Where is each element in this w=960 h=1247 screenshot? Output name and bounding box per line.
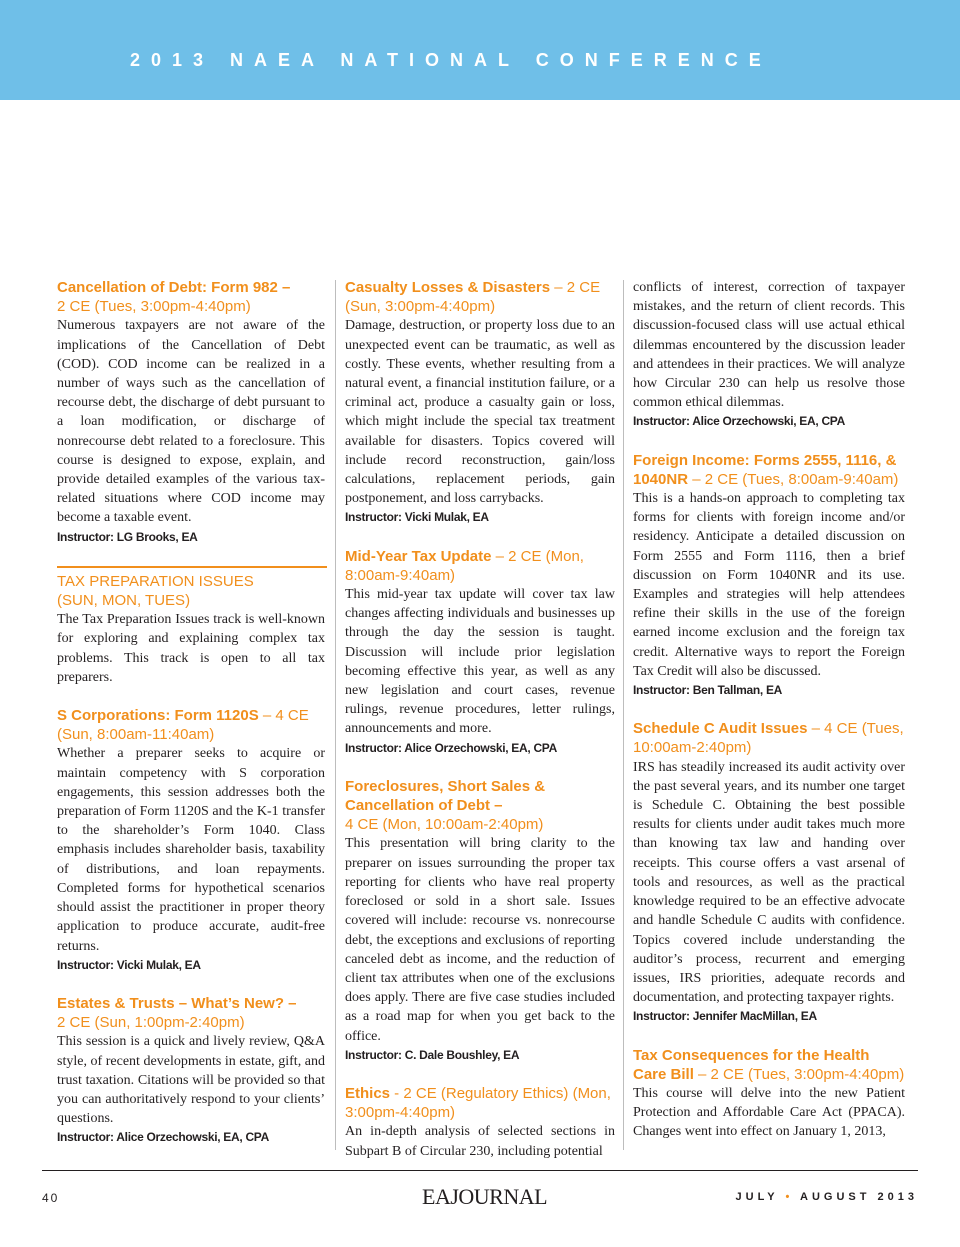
column-divider [623,280,624,1150]
course-title: Tax Consequences for the Health Care Bill [633,1046,870,1083]
course-heading [57,278,325,316]
course-cancellation-of-debt [57,278,325,547]
course-details: – 4 CE (Tues, 10:00am-2:40pm) [633,720,904,757]
issue-month-year: AUGUST 2013 [800,1191,918,1203]
course-details: 4 CE (Mon, 10:00am-2:40pm) [345,816,544,834]
course-instructor: Instructor: Jennifer MacMillan, EA [633,1009,817,1024]
bullet-separator: • [785,1191,794,1203]
course-title: Estates & Trusts – What’s New? – [57,994,297,1012]
course-s-corporations [57,706,325,975]
course-description: This mid-year tax update will cover tax law changes affecting individuals and businesses up through the day the session is taught. Discussion will include prior legislation becoming effective this year, as well as any new legislation and court cases, revenue rulings, revenue procedures, letter rulings, announcements and more. [345,587,615,737]
header-banner [0,0,960,100]
course-details: – 2 CE (Sun, 3:00pm-4:40pm) [345,279,601,316]
course-ethics [345,1084,615,1161]
course-title: Mid-Year Tax Update [345,547,492,565]
course-heading [345,1084,615,1122]
course-title: Cancellation of Debt: Form 982 – [57,279,291,296]
course-details: – 2 CE (Tues, 3:00pm-4:40pm) [693,1065,905,1083]
course-details: – 2 CE (Tues, 8:00am-9:40am) [688,470,899,488]
course-foreclosures [345,777,615,1065]
course-description: This presentation will bring clarity to the preparer on issues surrounding the proper tax reporting for clients who have real property foreclosed or sold in a short sale. Issues covered will include: recourse vs. nonrecourse debt, the exceptions and exclusions of reporting canceled debt as income, and the reduction of client tax attributes when one of the exclusions does apply. There are five case studies included as a road map for when you get back to the office. [345,836,615,1044]
course-heading [633,1046,905,1084]
course-instructor: Instructor: Ben Tallman, EA [633,683,783,698]
track-title: TAX PREPARATION ISSUES [57,572,254,590]
course-title: Foreign Income: Forms 2555, 1116, & 1040NR [633,451,897,488]
course-instructor: Instructor: Alice Orzechowski, EA, CPA [57,1130,269,1145]
column-1 [57,278,325,1148]
course-description: This course will delve into the new Patient Protection and Affordable Care Act (PPACA). Changes went into effect on January 1, 2013, [633,1085,905,1140]
course-heading [633,719,905,757]
issue-date [736,1191,918,1203]
journal-logo: EAJOURNAL [422,1184,548,1209]
course-title: Foreclosures, Short Sales & Cancellation of Debt – [345,777,546,815]
course-title: Casualty Losses & Disasters [345,279,551,296]
course-instructor: Instructor: Alice Orzechowski, EA, CPA [345,740,557,755]
course-ethics-continued [633,278,905,432]
course-description: This session is a quick and lively review, Q&A style, of recent developments in estate, gift, and trust taxation. Citations will be provided so that you can authoritatively respond to your clients’ questions. [57,1034,325,1127]
course-casualty-losses [345,278,615,528]
course-description: conflicts of interest, correction of taxpayer mistakes, and the return of client records. This discussion-focused class will use actual ethical dilemmas encountered by the discussion leader and attendees in their practices. We will analyze how Circular 230 can help us resolve those common ethical dilemmas. [633,280,905,411]
course-details: – 4 CE (Sun, 8:00am-11:40am) [57,707,309,744]
course-instructor: Instructor: C. Dale Boushley, EA [345,1047,520,1062]
issue-month: JULY [735,1191,779,1203]
course-mid-year-update [345,547,615,758]
track-description: The Tax Preparation Issues track is well-known for exploring and explaining complex tax problems. This track is open to all tax preparers. [57,612,325,685]
track-tax-preparation-issues [57,566,325,687]
track-days: (SUN, MON, TUES) [57,592,191,610]
column-divider [335,280,336,1150]
course-description: This is a hands-on approach to completing tax forms for clients with foreign income and/or residency. Anticipate a detailed discussion on Form 2555 and Form 1116, then a brief discussion on Form 1040NR and its use. Examples and strategies will help attendees refine their skills in the use of the foreign earned income exclusion and the foreign tax credit. Alternative ways to report the Foreign Tax Credit will also be discussed. [633,491,905,679]
course-description: An in-depth analysis of selected sections in Subpart B of Circular 230, including potential [345,1124,615,1159]
course-description: Whether a preparer seeks to acquire or maintain competency with S corporation engagements, this session addresses both the preparation of Form 1120S and the K-1 transfer to the shareholder’s Form 1040. Class emphasis includes shareholder basis, taxability of distributions, and loan repayments. Completed forms for hypothetical scenarios should assist the practitioner in proper theory application to produce accurate, audit-free returns. [57,746,325,954]
course-description: Damage, destruction, or property loss due to an unexpected event can be traumatic, as well as costly. These events, whether resulting from a natural event, a financial institution failure, or a criminal act, produce a casualty gain or loss, which might include the special tax treatment available for disasters. Topics covered will include record reconstruction, gain/loss calculations, replacement periods, gain postponement, and loss carrybacks. [345,318,615,507]
course-instructor: Instructor: Alice Orzechowski, EA, CPA [633,414,845,429]
course-title: Schedule C Audit Issues [633,720,808,738]
course-heading [57,706,325,744]
course-description: Numerous taxpayers are not aware of the implications of the Cancellation of Debt (COD). COD income can be realized in a number of ways such as the cancellation of recourse debt, the discharge of debt pursuant to a loan modification, or discharge of nonrecourse debt related to a foreclosure. This course is designed to expose, explain, and provide detailed examples of the various tax-related situations where COD income may become a taxable event. [57,318,325,526]
course-details: - 2 CE (Regulatory Ethics) (Mon, 3:00pm-4:40pm) [345,1084,611,1122]
course-instructor: Instructor: Vicki Mulak, EA [345,510,489,525]
course-heading [345,777,615,835]
course-health-care-bill [633,1046,905,1142]
course-title: S Corporations: Form 1120S [57,707,259,725]
course-schedule-c-audit [633,719,905,1026]
column-2 [345,278,615,1161]
footer-rule [42,1170,918,1171]
course-heading [57,994,325,1032]
course-instructor: Instructor: LG Brooks, EA [57,529,198,544]
course-details: – 2 CE (Mon, 8:00am-9:40am) [345,547,584,584]
page-number: 40 [42,1191,60,1205]
course-heading [345,547,615,585]
course-heading [633,451,905,489]
column-3 [633,278,905,1142]
course-estates-trusts [57,994,325,1148]
course-heading [345,278,615,316]
course-instructor: Instructor: Vicki Mulak, EA [57,957,201,972]
course-description: IRS has steadily increased its audit activity over the past several years, and its number one target is Schedule C. Obtaining the best possible results for clients under audit takes much more than knowing tax law and handing over receipts. This course offers a vast arsenal of tools and resources, as well as the practical knowledge required to be an effective advocate and handle Schedule C audits with confidence. Topics covered include understanding the auditor’s process, recurrent and emerging issues, IRS priorities, adequate records and documentation, and protecting taxpayer rights. [633,759,905,1006]
track-divider [57,566,327,568]
course-details: 2 CE (Tues, 3:00pm-4:40pm) [57,298,251,316]
course-details: 2 CE (Sun, 1:00pm-2:40pm) [57,1014,245,1032]
conference-title: 2013 NAEA NATIONAL CONFERENCE [130,50,772,70]
course-foreign-income [633,451,905,701]
course-title: Ethics [345,1084,391,1102]
